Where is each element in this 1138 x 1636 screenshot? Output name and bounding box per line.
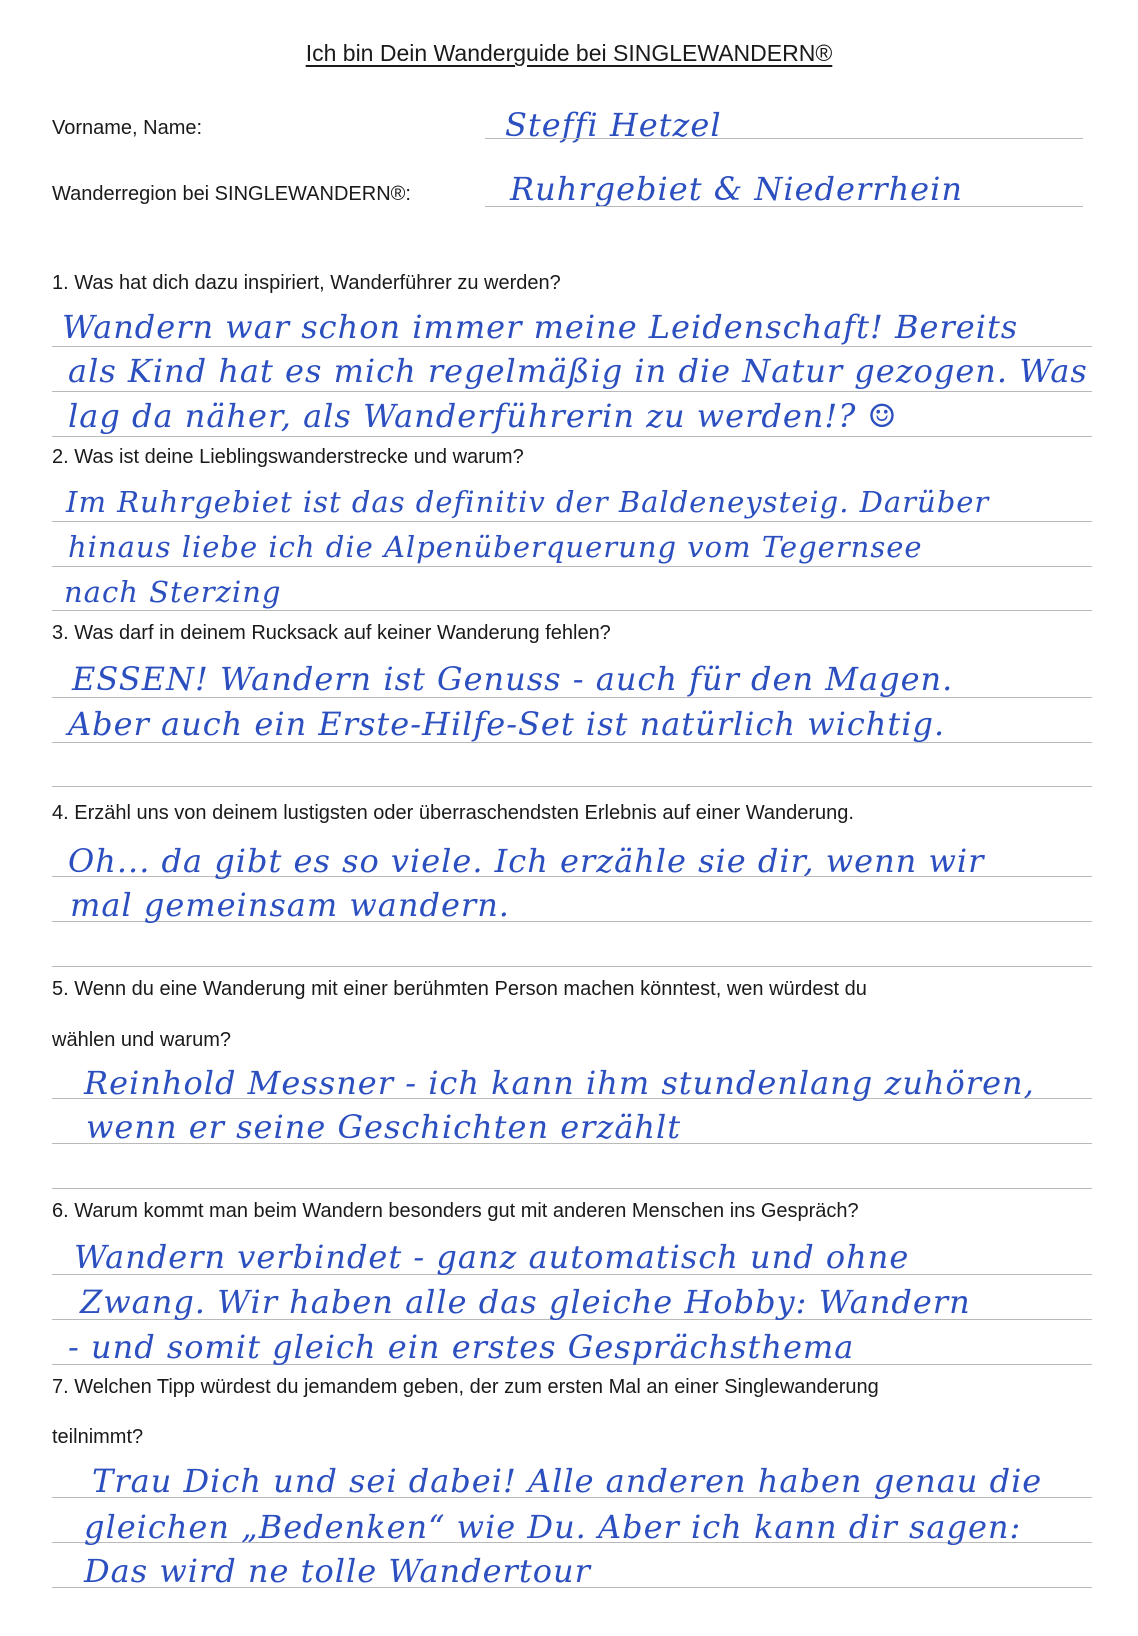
answer-6-line-1: Wandern verbindet - ganz automatisch und ohne	[74, 1238, 910, 1276]
region-value: Ruhrgebiet & Niederrhein	[510, 170, 963, 208]
answer-2-rule-3	[52, 610, 1092, 611]
name-rule	[485, 138, 1083, 139]
answer-4-rule-3	[52, 966, 1092, 967]
question-5-text-line-2: wählen und warum?	[52, 1029, 231, 1051]
answer-2-line-3: nach Sterzing	[64, 575, 282, 609]
answer-1-line-2: als Kind hat es mich regelmäßig in die Natur gezogen. Was	[68, 352, 1088, 390]
question-3-text: 3. Was darf in deinem Rucksack auf keiner Wanderung fehlen?	[52, 622, 611, 644]
name-label: Vorname, Name:	[52, 117, 203, 139]
answer-5-line-2: wenn er seine Geschichten erzählt	[86, 1108, 682, 1146]
answer-2-rule-1	[52, 521, 1092, 522]
answer-1-line-3: lag da näher, als Wanderführerin zu werden!? ☺	[68, 397, 898, 435]
answer-5-rule-3	[52, 1188, 1092, 1189]
answer-2-line-1: Im Ruhrgebiet ist das definitiv der Baldeneysteig. Darüber	[66, 485, 990, 519]
answer-1-rule-2	[52, 391, 1092, 392]
page-title-text: Ich bin Dein Wanderguide bei SINGLEWANDERN®	[305, 40, 833, 66]
question-4-text: 4. Erzähl uns von deinem lustigsten oder überraschendsten Erlebnis auf einer Wanderung.	[52, 802, 854, 824]
answer-3-rule-3	[52, 786, 1092, 787]
answer-7-line-2: gleichen „Bedenken“ wie Du. Aber ich kann dir sagen:	[84, 1508, 1022, 1546]
answer-3-line-2: Aber auch ein Erste-Hilfe-Set ist natürlich wichtig.	[68, 705, 946, 743]
answer-7-line-1: Trau Dich und sei dabei! Alle anderen haben genau die	[92, 1462, 1043, 1500]
answer-4-line-2: mal gemeinsam wandern.	[70, 886, 510, 924]
name-value: Steffi Hetzel	[505, 106, 722, 144]
answer-1-rule-3	[52, 436, 1092, 437]
question-7-text-line-1: 7. Welchen Tipp würdest du jemandem geben, der zum ersten Mal an einer Singlewanderung	[52, 1376, 879, 1398]
question-1-text: 1. Was hat dich dazu inspiriert, Wanderführer zu werden?	[52, 272, 561, 294]
answer-6-line-3: - und somit gleich ein erstes Gesprächsthema	[68, 1328, 855, 1366]
question-7-text-line-2: teilnimmt?	[52, 1426, 144, 1448]
region-rule	[485, 206, 1083, 207]
answer-1-line-1: Wandern war schon immer meine Leidenschaft! Bereits	[62, 308, 1019, 346]
page-title	[0, 40, 1138, 67]
question-6-text: 6. Warum kommt man beim Wandern besonders gut mit anderen Menschen ins Gespräch?	[52, 1200, 859, 1222]
answer-7-line-3: Das wird ne tolle Wandertour	[84, 1552, 591, 1590]
question-5-text-line-1: 5. Wenn du eine Wanderung mit einer berühmten Person machen könntest, wen würdest du	[52, 978, 867, 1000]
answer-4-line-1: Oh... da gibt es so viele. Ich erzähle sie dir, wenn wir	[68, 842, 985, 880]
question-2-text: 2. Was ist deine Lieblingswanderstrecke und warum?	[52, 446, 524, 468]
answer-1-rule-1	[52, 346, 1092, 347]
answer-2-line-2: hinaus liebe ich die Alpenüberquerung vom Tegernsee	[68, 530, 923, 564]
answer-6-line-2: Zwang. Wir haben alle das gleiche Hobby: Wandern	[80, 1283, 971, 1321]
region-label: Wanderregion bei SINGLEWANDERN®:	[52, 183, 411, 205]
answer-5-line-1: Reinhold Messner - ich kann ihm stundenlang zuhören,	[84, 1064, 1035, 1102]
answer-2-rule-2	[52, 566, 1092, 567]
answer-3-line-1: ESSEN! Wandern ist Genuss - auch für den Magen.	[72, 660, 954, 698]
